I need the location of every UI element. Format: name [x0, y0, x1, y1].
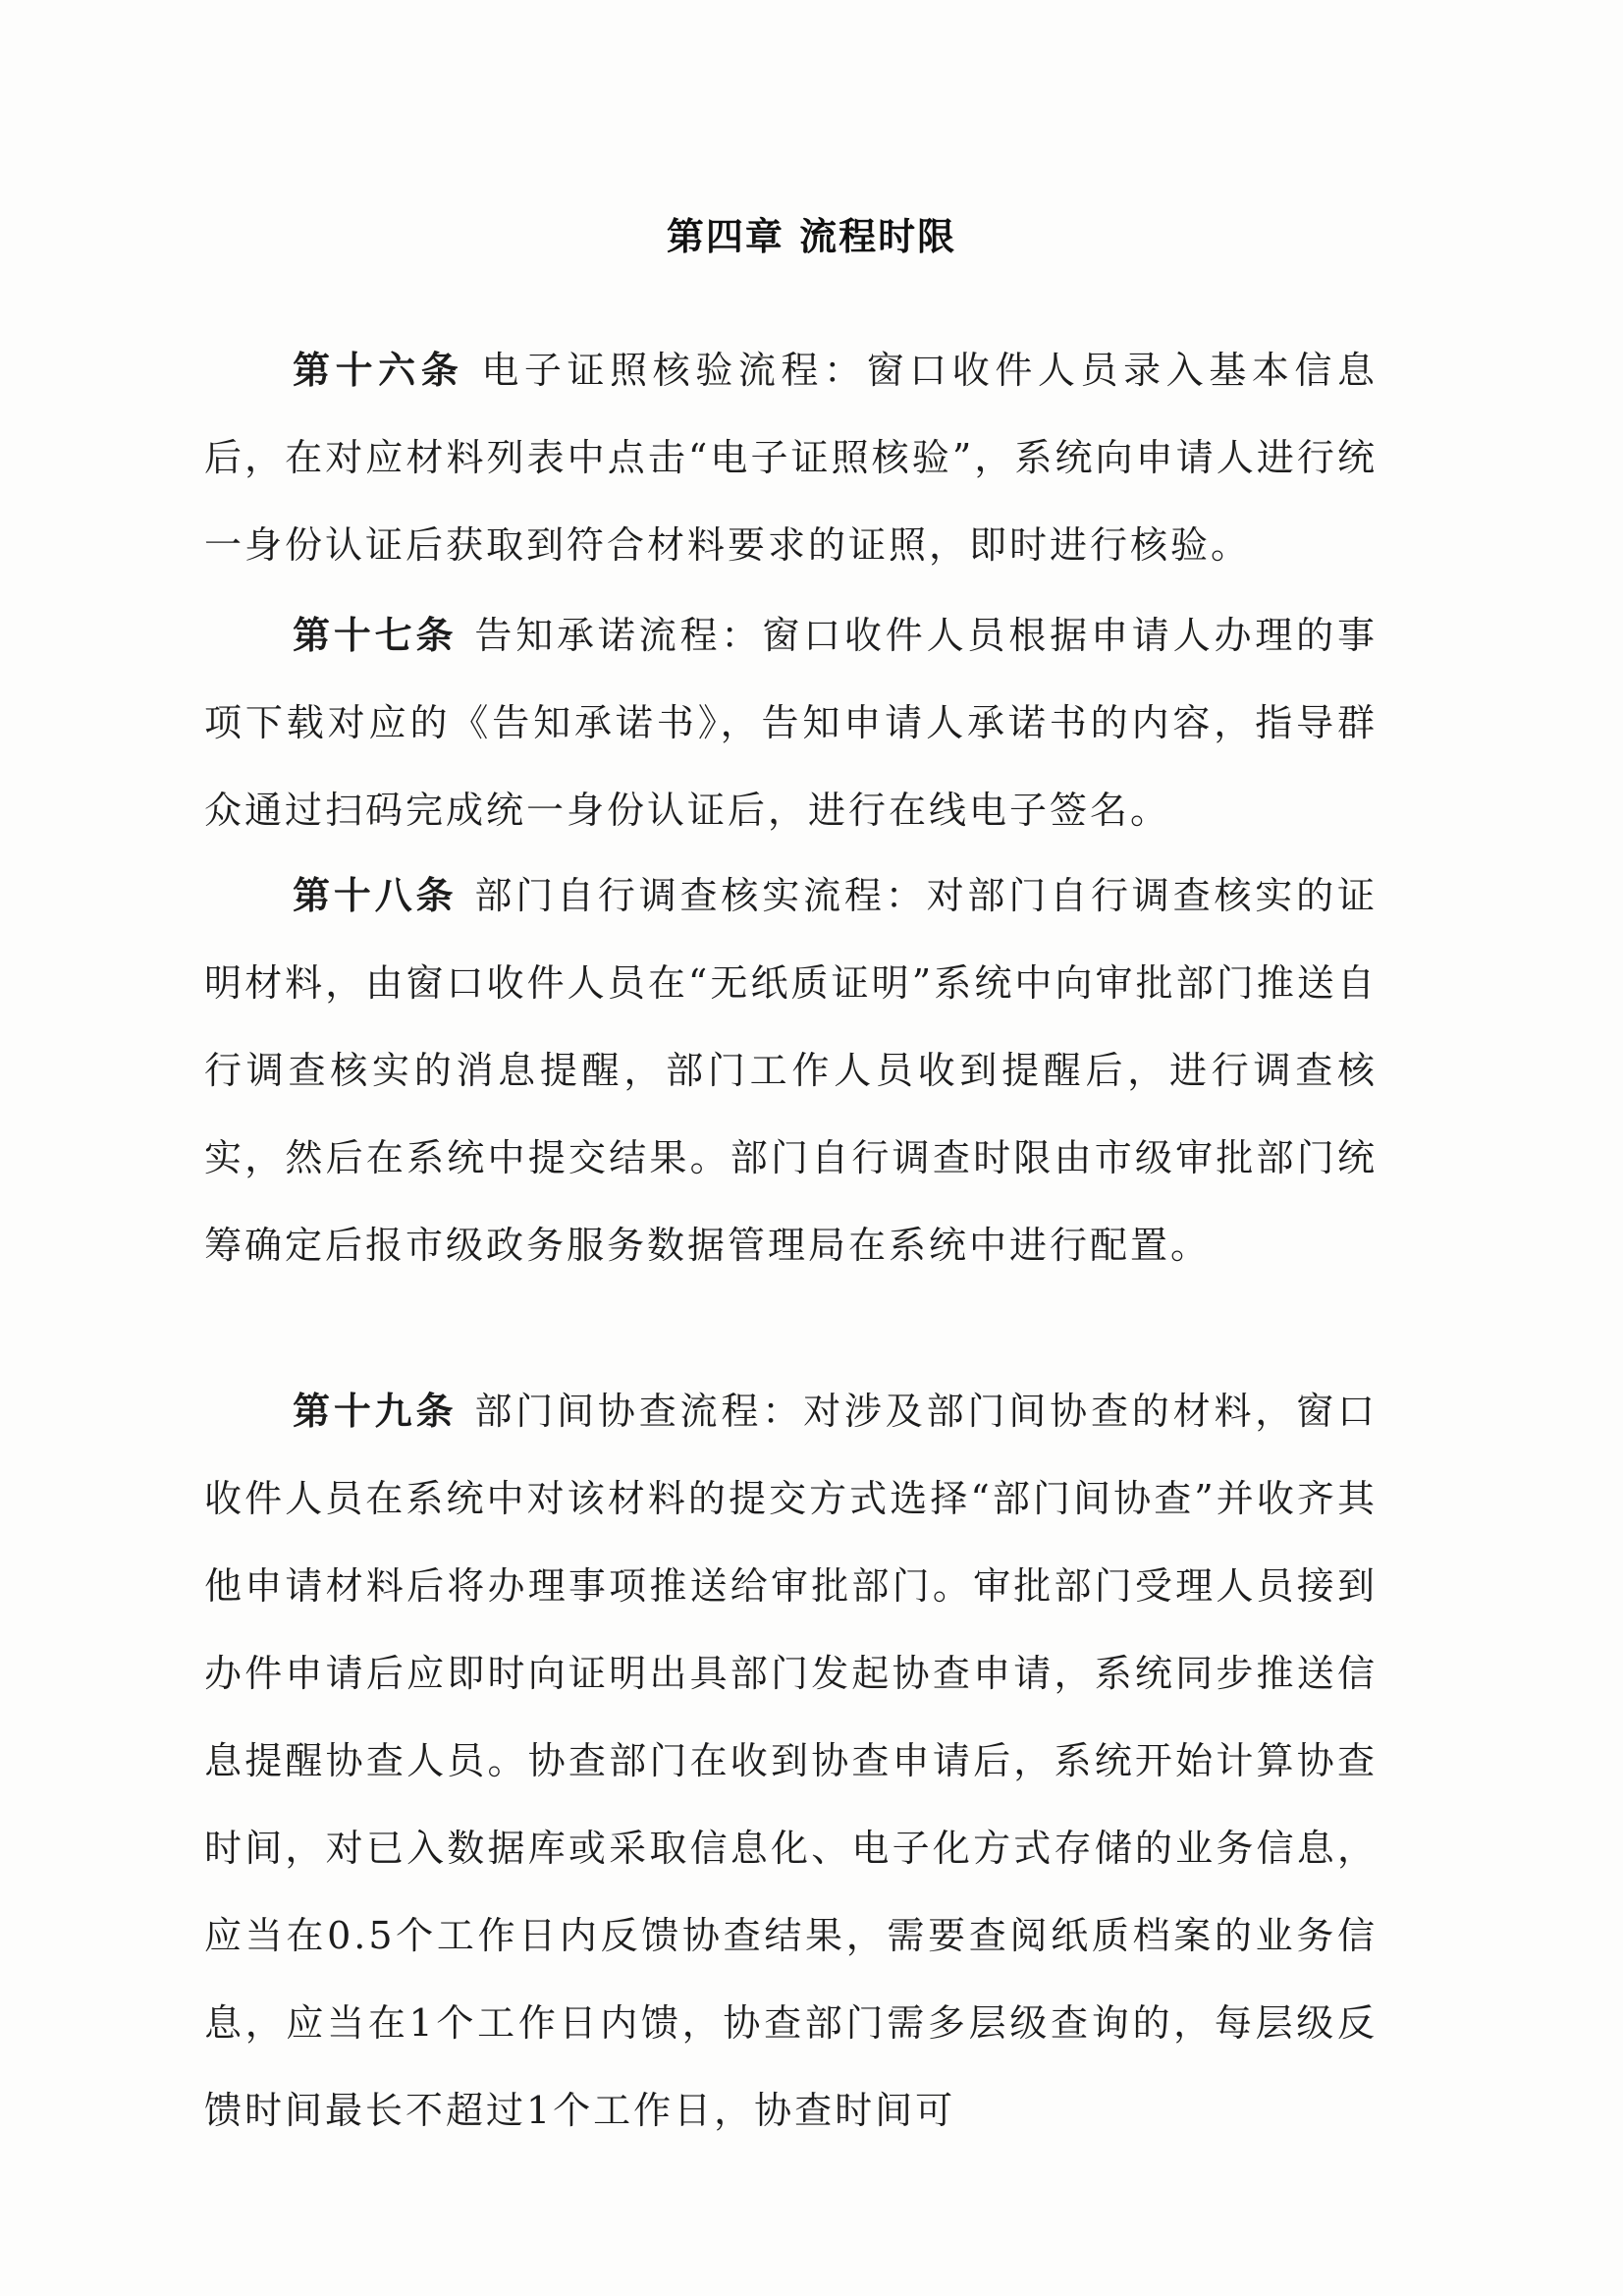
article-text: 告知承诺流程：窗口收件人员根据申请人办理的事项下载对应的《告知承诺书》，告知申请人承诺书的内容，指导群众通过扫码完成统一身份认证后，进行在线电子签名。 — [204, 614, 1378, 832]
article-16 — [204, 327, 1378, 589]
article-text: 电子证照核验流程：窗口收件人员录入基本信息后，在对应材料列表中点击“电子证照核验”，系统向申请人进行统一身份认证后获取到符合材料要求的证照，即时进行核验。 — [204, 349, 1378, 567]
article-number: 第十八条 — [293, 874, 458, 917]
article-19 — [204, 1368, 1378, 2155]
article-text: 部门间协查流程：对涉及部门间协查的材料，窗口收件人员在系统中对该材料的提交方式选择“部门间协查”并收齐其他申请材料后将办理事项推送给审批部门。审批部门受理人员接到办件申请后应即时向证明出具部门发起协查申请，系统同步推送信息提醒协查人员。协查部门在收到协查申请后，系统开始计算协查时间，对已入数据库或采取信息化、电子化方式存储的业务信息，应当在0.5个工作日内反馈协查结果，需要查阅纸质档案的业务信息，应当在1个工作日内馈，协查部门需多层级查询的，每层级反馈时间最长不超过1个工作日，协查时间可 — [204, 1390, 1378, 2132]
article-17 — [204, 592, 1378, 854]
article-number: 第十九条 — [293, 1390, 458, 1433]
article-number: 第十六条 — [293, 349, 464, 392]
chapter-title: 第四章 流程时限 — [666, 215, 957, 258]
article-number: 第十七条 — [293, 614, 458, 657]
article-text: 部门自行调查核实流程：对部门自行调查核实的证明材料，由窗口收件人员在“无纸质证明”系统中向审批部门推送自行调查核实的消息提醒，部门工作人员收到提醒后，进行调查核实，然后在系统中提交结果。部门自行调查时限由市级审批部门统筹确定后报市级政务服务数据管理局在系统中进行配置。 — [204, 874, 1378, 1267]
article-18 — [204, 852, 1378, 1289]
